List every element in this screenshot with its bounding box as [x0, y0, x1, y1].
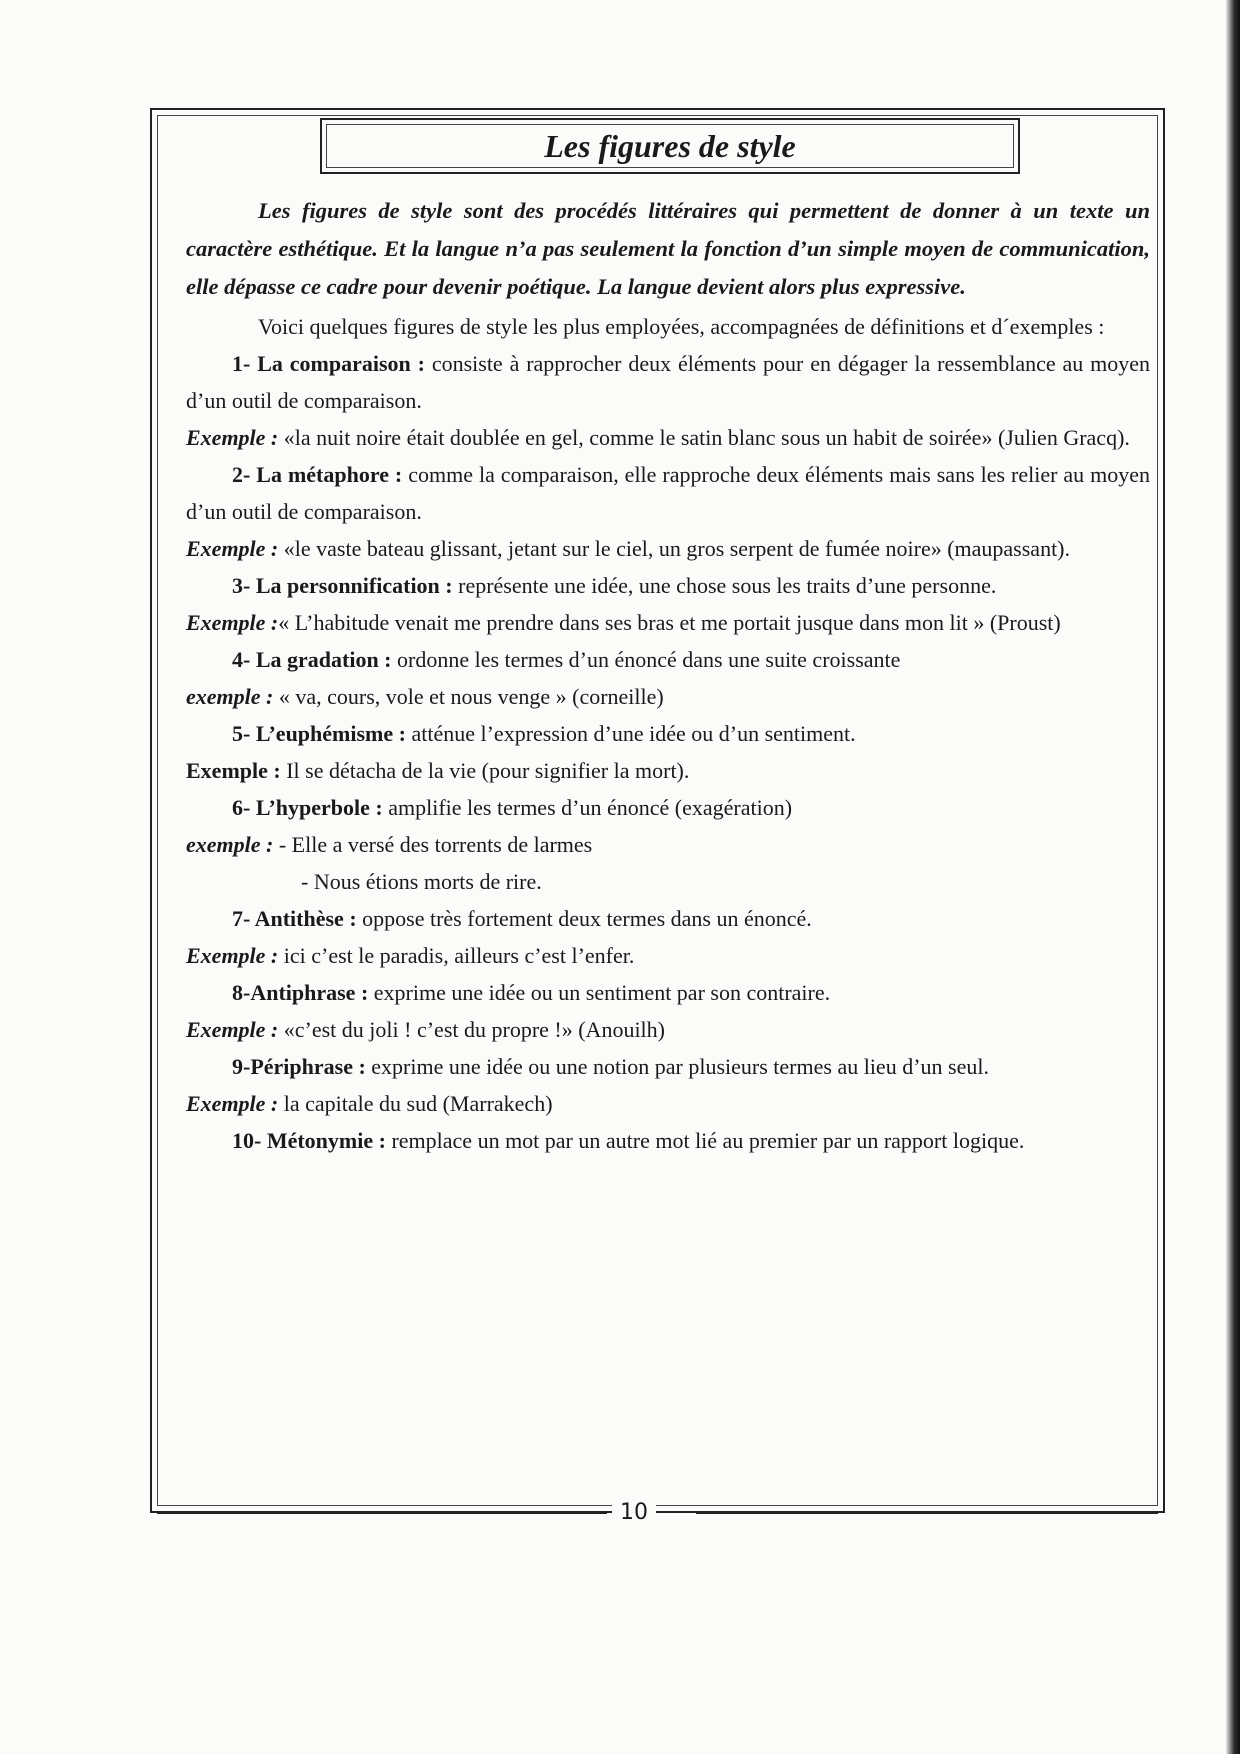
- lead-paragraph: Voici quelques figures de style les plus employées, accompagnées de définitions et d´exemples :: [258, 314, 1105, 339]
- figure-name: 4- La gradation :: [232, 647, 392, 672]
- figure-definition: 2- La métaphore : comme la comparaison, elle rapproche deux éléments mais sans les relier au moyen d’un outil de comparaison.: [186, 462, 1150, 524]
- figure-name: 10- Métonymie :: [232, 1128, 386, 1153]
- page-number: 10: [612, 1500, 656, 1525]
- figure-definition: 9-Périphrase : exprime une idée ou une notion par plusieurs termes au lieu d’un seul.: [232, 1054, 989, 1079]
- figure-definition: 10- Métonymie : remplace un mot par un autre mot lié au premier par un rapport logique.: [232, 1128, 1025, 1153]
- figure-definition: 7- Antithèse : oppose très fortement deux termes dans un énoncé.: [232, 906, 812, 931]
- content: [186, 192, 1150, 1159]
- figure-example: Exemple : ici c’est le paradis, ailleurs c’est l’enfer.: [186, 943, 635, 968]
- intro-paragraph: Les figures de style sont des procédés littéraires qui permettent de donner à un texte un caractère esthétique. Et la langue n’a pas seulement la fonction d’un simple moyen de communication, elle dépasse ce cadre pour devenir poétique. La langue devient alors plus expressive.: [186, 198, 1150, 299]
- figure-name: 8-Antiphrase :: [232, 980, 369, 1005]
- footer-rule-right: [696, 1512, 1158, 1514]
- figure-name: 6- L’hyperbole :: [232, 795, 383, 820]
- figure-definition: 6- L’hyperbole : amplifie les termes d’un énoncé (exagération): [232, 795, 793, 820]
- figure-name: 2- La métaphore :: [232, 462, 403, 487]
- page-edge-shadow: [1226, 0, 1240, 1754]
- figure-definition: 4- La gradation : ordonne les termes d’un énoncé dans une suite croissante: [232, 647, 901, 672]
- title-box: [320, 118, 1020, 174]
- page-title: Les figures de style: [544, 128, 796, 164]
- figure-name: 3- La personnification :: [232, 573, 453, 598]
- figure-definition: 3- La personnification : représente une idée, une chose sous les traits d’une personne.: [232, 573, 997, 598]
- figure-example: Exemple :« L’habitude venait me prendre dans ses bras et me portait jusque dans mon lit » (Proust): [186, 610, 1061, 635]
- figure-example: Exemple : «le vaste bateau glissant, jetant sur le ciel, un gros serpent de fumée noire» (maupassant).: [186, 536, 1071, 561]
- figure-example-continued: - Nous étions morts de rire.: [301, 869, 542, 894]
- figure-name: 7- Antithèse :: [232, 906, 357, 931]
- figure-example: Exemple : la capitale du sud (Marrakech): [186, 1091, 553, 1116]
- figure-example: exemple : - Elle a versé des torrents de larmes: [186, 832, 593, 857]
- figure-example: Exemple : Il se détacha de la vie (pour signifier la mort).: [186, 758, 690, 783]
- figure-definition: 1- La comparaison : consiste à rapprocher deux éléments pour en dégager la ressemblance au moyen d’un outil de comparaison.: [186, 351, 1151, 413]
- figure-name: 9-Périphrase :: [232, 1054, 366, 1079]
- figure-name: 1- La comparaison :: [232, 351, 425, 376]
- figure-definition: 5- L’euphémisme : atténue l’expression d’une idée ou d’un sentiment.: [232, 721, 856, 746]
- figure-example: Exemple : «c’est du joli ! c’est du propre !» (Anouilh): [186, 1017, 665, 1042]
- figure-definition: 8-Antiphrase : exprime une idée ou un sentiment par son contraire.: [232, 980, 831, 1005]
- figure-example: Exemple : «la nuit noire était doublée en gel, comme le satin blanc sous un habit de soirée» (Julien Gracq).: [186, 425, 1130, 450]
- figure-example: exemple : « va, cours, vole et nous venge » (corneille): [186, 684, 664, 709]
- footer-rule-left: [157, 1512, 607, 1514]
- figure-name: 5- L’euphémisme :: [232, 721, 406, 746]
